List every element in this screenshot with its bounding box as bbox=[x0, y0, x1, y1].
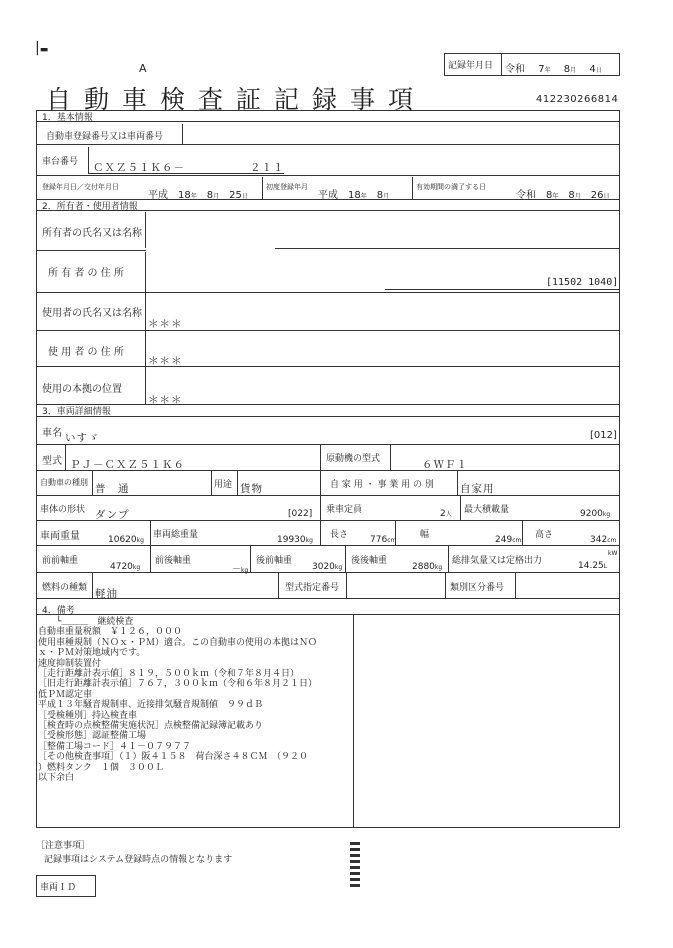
front-rear-axle-label: 前後軸重 bbox=[155, 556, 192, 566]
use-label: 用途 bbox=[214, 480, 233, 490]
doc-number: 412230266814 bbox=[536, 94, 619, 105]
body-shape-code: [022] bbox=[288, 509, 313, 519]
front-front-axle-value: 4720kg bbox=[110, 562, 141, 572]
weight-value: 10620kg bbox=[108, 535, 144, 545]
scan-mark: |▬ bbox=[35, 40, 49, 56]
fuel-value: 軽油 bbox=[95, 588, 118, 600]
model-value: ＰＪ－ＣＸＺ５１Ｋ６ bbox=[70, 459, 185, 471]
expiry-date: 令和 8年 8月 26日 bbox=[516, 190, 610, 201]
make-value: いすゞ bbox=[65, 432, 100, 444]
length-value: 776cm bbox=[370, 535, 397, 545]
displacement-label: 総排気量又は定格出力 bbox=[452, 556, 543, 566]
make-label: 車名 bbox=[42, 428, 62, 439]
remarks-line: ［その他検査事項］（１）阪４１５８ 荷台深さ４８ＣＭ （９２０ bbox=[38, 752, 309, 763]
reg-date-label: 登録年月日／交付年月日 bbox=[42, 183, 119, 191]
vehicle-id-label: 車両ＩＤ bbox=[40, 883, 77, 893]
notes-title: ［注意事項］ bbox=[36, 841, 91, 851]
chassis-value: ＣＸＺ５１Ｋ６－ bbox=[93, 162, 185, 174]
chassis-suffix: ２１１ bbox=[250, 162, 285, 174]
gross-weight-value: 19930kg bbox=[277, 535, 313, 545]
rear-rear-axle-label: 後後軸重 bbox=[351, 556, 388, 566]
gross-weight-label: 車両総重量 bbox=[153, 530, 199, 540]
width-value: 249cm bbox=[495, 535, 522, 545]
remarks-line: ）燃料タンク １個 ３００Ｌ bbox=[38, 762, 164, 773]
expiry-label: 有効期間の満了する日 bbox=[416, 183, 486, 191]
private-label: 自 家 用 ・ 事 業 用 の 別 bbox=[330, 480, 434, 490]
private-value: 自家用 bbox=[460, 483, 495, 495]
rear-front-axle-label: 後前軸重 bbox=[256, 556, 293, 566]
kind-value: 普 通 bbox=[95, 483, 130, 495]
owner-name-label: 所有者の氏名又は名称 bbox=[42, 228, 142, 239]
section-basic: 1．基本情報 bbox=[42, 113, 93, 123]
height-value: 342cm bbox=[590, 535, 617, 545]
notes-text: 記録事項はシステム登録時点の情報となります bbox=[44, 855, 233, 865]
user-name: ＊＊＊ bbox=[148, 318, 183, 330]
remarks-line: 速度抑制装置付 bbox=[38, 658, 102, 669]
make-code: [012] bbox=[590, 430, 617, 441]
engine-value: ６ＷＦ１ bbox=[422, 459, 468, 471]
fuel-label: 燃料の種類 bbox=[42, 583, 88, 593]
base-location: ＊＊＊ bbox=[148, 394, 183, 406]
reg-number-label: 自動車登録番号又は車両番号 bbox=[46, 132, 164, 142]
body-shape-value: ダンプ bbox=[95, 509, 130, 521]
record-date-value: 令和 7年 8月 4日 bbox=[505, 64, 602, 75]
capacity-label: 乗車定員 bbox=[326, 505, 363, 515]
model-label: 型式 bbox=[42, 456, 62, 467]
remarks-line: ［受検種別］持込検査車 bbox=[38, 710, 138, 721]
first-reg-date: 平成 18年 8月 bbox=[318, 190, 390, 201]
section-remarks: 4．備考 bbox=[42, 606, 75, 616]
class-number-label: 類別区分番号 bbox=[450, 583, 505, 593]
max-load-value: 9200kg bbox=[580, 509, 611, 519]
owner-address-code: [11502 1040] bbox=[546, 277, 619, 288]
user-address: ＊＊＊ bbox=[148, 355, 183, 367]
rear-rear-axle-value: 2880kg bbox=[412, 562, 443, 572]
user-name-label: 使用者の氏名又は名称 bbox=[42, 308, 142, 319]
section-vehicle: 3．車両詳細情報 bbox=[42, 407, 111, 417]
capacity-value: 2人 bbox=[440, 509, 452, 519]
displacement-unit-kw: kW bbox=[608, 550, 618, 557]
remarks-line: 平成１３年騒音規制車、近接排気騒音規制値 ９９ｄＢ bbox=[38, 700, 264, 711]
reg-date: 平成 18年 8月 25日 bbox=[148, 190, 248, 201]
max-load-label: 最大積載量 bbox=[464, 505, 510, 515]
base-location-label: 使用の本拠の位置 bbox=[42, 384, 122, 395]
chassis-label: 車台番号 bbox=[42, 157, 79, 167]
remarks-line: ［受検形態］認証整備工場 bbox=[38, 731, 147, 742]
kind-label: 自動車の種別 bbox=[40, 478, 88, 487]
front-front-axle-label: 前前軸重 bbox=[42, 556, 79, 566]
body-shape-label: 車体の形状 bbox=[40, 505, 86, 515]
use-value: 貨物 bbox=[240, 483, 263, 495]
remarks-line: 使用車種規制（ＮＯｘ・ＰＭ）適合。この自動車の使用の本拠はＮＯ bbox=[38, 637, 318, 648]
remarks-line: ［走行距離計表示値］８１９，５００ｋｍ（令和７年８月４日） bbox=[38, 669, 300, 680]
section-owner: 2．所有者・使用者情報 bbox=[42, 202, 138, 212]
type-number-label: 型式指定番号 bbox=[285, 583, 340, 593]
page-title: 自動車検査証記録事項 bbox=[46, 85, 427, 114]
displacement-value: 14.25L bbox=[578, 561, 608, 571]
barcode-mark bbox=[350, 842, 360, 888]
engine-label: 原動機の型式 bbox=[326, 454, 381, 464]
weight-label: 車両重量 bbox=[40, 531, 80, 542]
remarks-line: ［検査時の点検整備実施状況］点検整備記録簿記載あり bbox=[38, 721, 264, 732]
mark-a: A bbox=[139, 62, 147, 75]
user-address-label: 使 用 者 の 住 所 bbox=[48, 347, 124, 358]
owner-address-label: 所 有 者 の 住 所 bbox=[48, 268, 124, 279]
front-rear-axle-value: －kg bbox=[232, 565, 249, 575]
rear-front-axle-value: 3020kg bbox=[312, 562, 343, 572]
remarks-text bbox=[38, 617, 317, 784]
first-reg-label: 初度登録年月 bbox=[266, 183, 308, 191]
length-label: 長さ bbox=[330, 530, 349, 540]
remarks-line: ｘ・ＰＭ対策地域内です。 bbox=[38, 648, 146, 659]
record-date-label: 記録年月日 bbox=[448, 61, 494, 71]
width-label: 幅 bbox=[420, 530, 430, 540]
remarks-line: ［整備工場コード］４１－０７９７７ bbox=[38, 741, 192, 752]
remarks-line: └＿＿＿ 継続検査 bbox=[38, 617, 134, 627]
remarks-line: 以下余白 bbox=[38, 773, 75, 784]
height-label: 高さ bbox=[535, 530, 554, 540]
remarks-line: 自動車重量税額 ￥１２６，０００ bbox=[38, 627, 183, 638]
remarks-line: ［旧走行距離計表示値］７６７，３００ｋｍ（令和６年８月２１日） bbox=[38, 679, 318, 690]
remarks-line: 低ＰＭ認定車 bbox=[38, 689, 93, 700]
